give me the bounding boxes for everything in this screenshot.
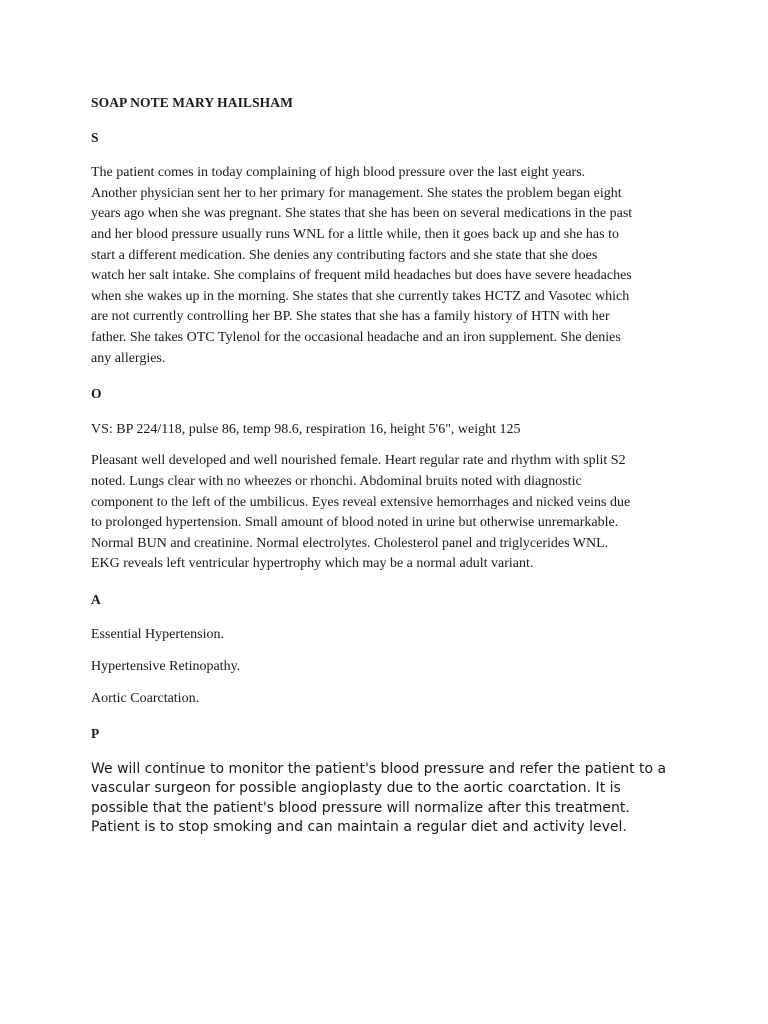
- subjective-line: are not currently controlling her BP. She states that she has a family history of HTN with her: [91, 309, 610, 325]
- exam-line: Normal BUN and creatinine. Normal electrolytes. Cholesterol panel and triglycerides WNL.: [91, 535, 609, 551]
- diagnosis-item: Hypertensive Retinopathy.: [91, 659, 241, 675]
- subjective-heading: S: [91, 129, 99, 145]
- objective-heading: O: [91, 386, 102, 402]
- subjective-line: and her blood pressure usually runs WNL for a little while, then it goes back up and she has to: [91, 226, 619, 242]
- subjective-line: when she wakes up in the morning. She states that she currently takes HCTZ and Vasotec which: [91, 288, 630, 304]
- assessment-heading: A: [91, 591, 101, 607]
- subjective-line: The patient comes in today complaining of high blood pressure over the last eight years.: [91, 165, 586, 181]
- exam-line: to prolonged hypertension. Small amount of blood noted in urine but otherwise unremarkable.: [91, 515, 619, 531]
- exam-line: EKG reveals left ventricular hypertrophy which may be a normal adult variant.: [91, 556, 534, 572]
- plan-line: possible that the patient's blood pressure will normalize after this treatment.: [91, 799, 630, 816]
- exam-line: Pleasant well developed and well nourished female. Heart regular rate and rhythm with split S2: [91, 453, 626, 469]
- subjective-line: any allergies.: [91, 350, 166, 366]
- plan-line: vascular surgeon for possible angioplasty due to the aortic coarctation. It is: [91, 780, 621, 797]
- subjective-paragraph: [91, 163, 681, 369]
- plan-line: Patient is to stop smoking and can maintain a regular diet and activity level.: [91, 819, 627, 836]
- subjective-line: Another physician sent her to her primary for management. She states the problem began eight: [91, 185, 622, 201]
- document-title: SOAP NOTE MARY HAILSHAM: [91, 95, 293, 110]
- plan-heading: P: [91, 726, 100, 742]
- subjective-line: start a different medication. She denies any contributing factors and she state that she does: [91, 247, 598, 263]
- subjective-line: father. She takes OTC Tylenol for the occasional headache and an iron supplement. She denies: [91, 329, 621, 345]
- diagnosis-item: Aortic Coarctation.: [91, 690, 200, 706]
- plan-paragraph: [91, 760, 681, 838]
- plan-line: We will continue to monitor the patient's blood pressure and refer the patient to a: [91, 760, 667, 777]
- document-body: [91, 93, 681, 838]
- vital-signs: VS: BP 224/118, pulse 86, temp 98.6, respiration 16, height 5'6", weight 125: [91, 421, 521, 437]
- diagnosis-item: Essential Hypertension.: [91, 627, 224, 643]
- exam-line: component to the left of the umbilicus. Eyes reveal extensive hemorrhages and nicked veins due: [91, 494, 631, 510]
- subjective-line: watch her salt intake. She complains of frequent mild headaches but does have severe headaches: [91, 268, 632, 284]
- exam-line: noted. Lungs clear with no wheezes or rhonchi. Abdominal bruits noted with diagnostic: [91, 473, 582, 489]
- exam-paragraph: [91, 451, 681, 575]
- subjective-line: years ago when she was pregnant. She states that she has been on several medications in the past: [91, 206, 633, 222]
